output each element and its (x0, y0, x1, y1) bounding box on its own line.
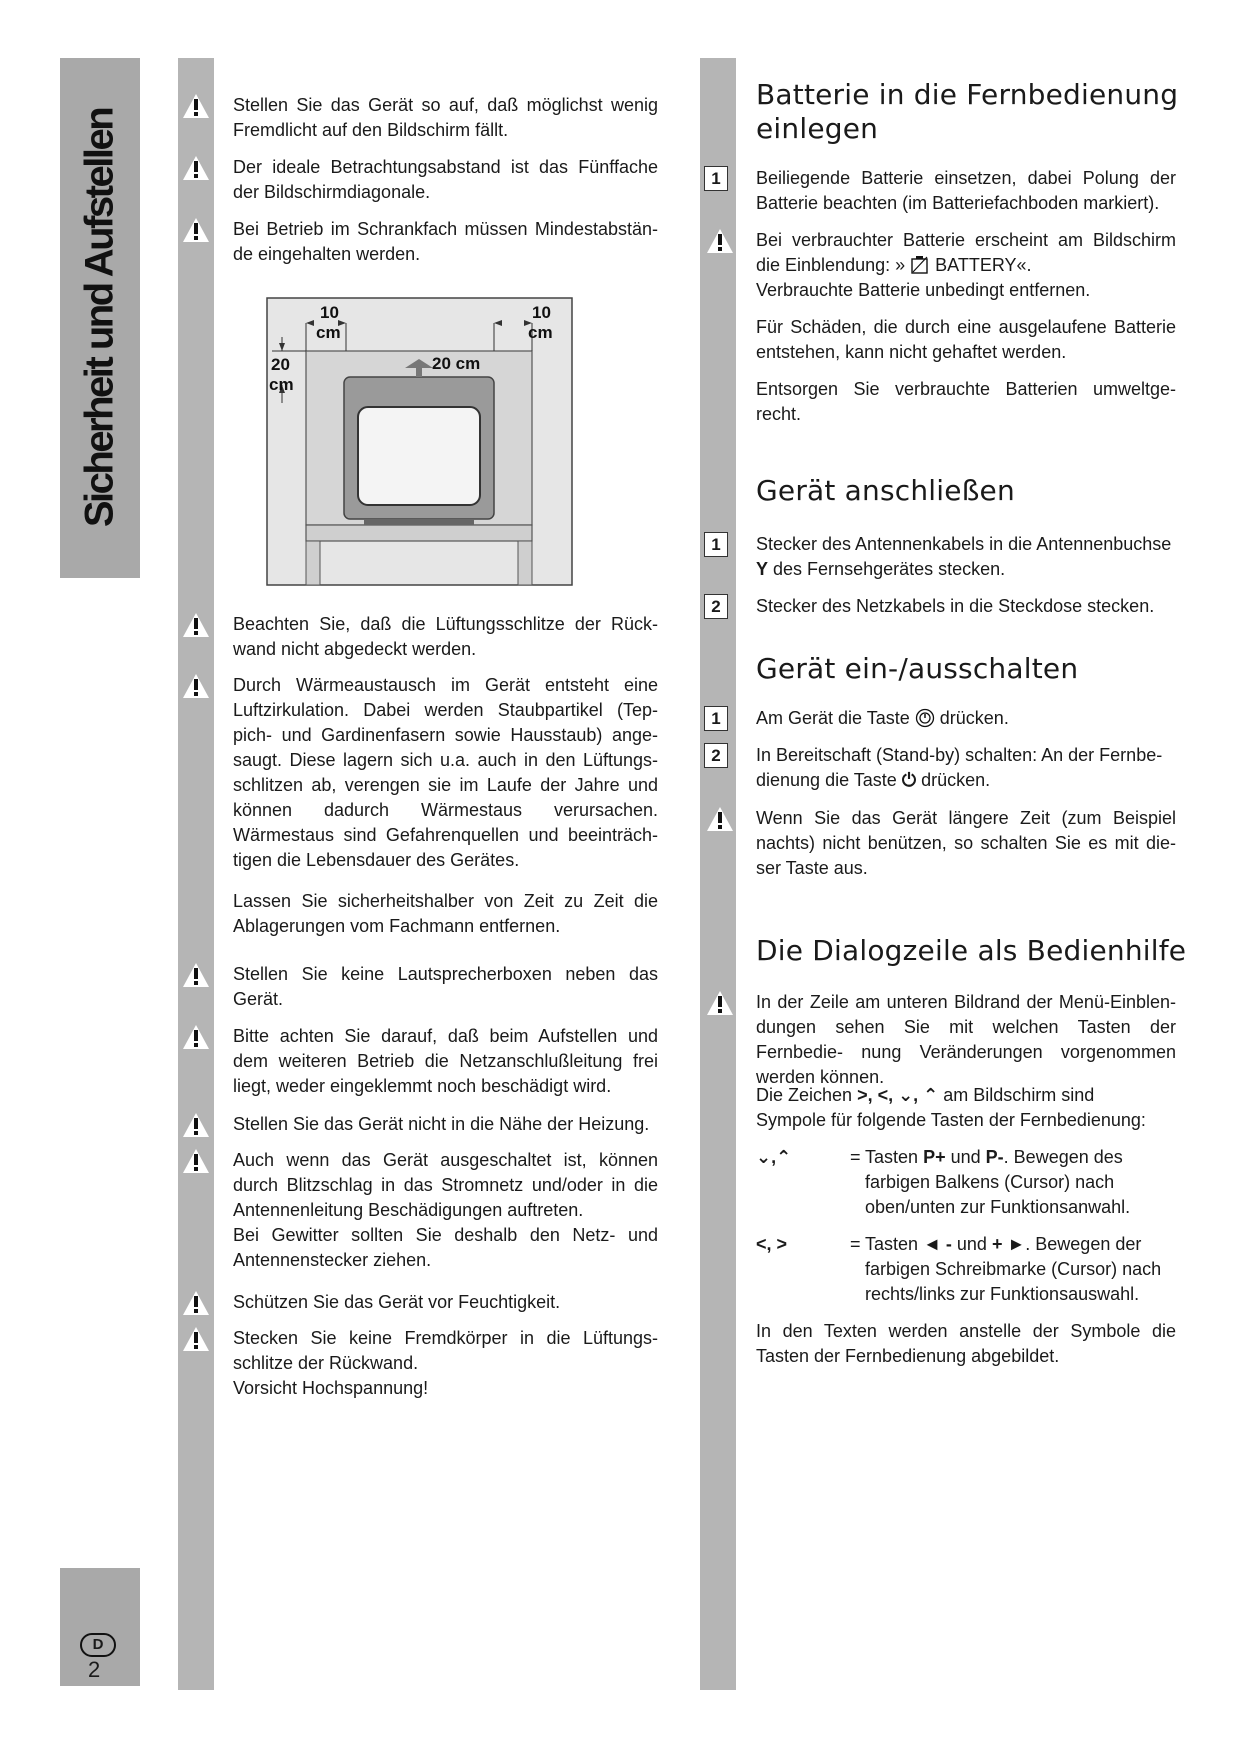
warning-text-part: BATTERY«. (935, 255, 1032, 275)
dimension-label: cm (316, 323, 341, 342)
tv-base (364, 519, 474, 525)
warning-icon (182, 673, 210, 699)
warning-text-part: Auch wenn das Gerät ausgeschaltet ist, können durch Blitzschlag in das Stromnetz und/oder in die Antennenleitung Beschädigungen auftreten. (233, 1150, 658, 1220)
step-text-part: dienung die Taste (756, 770, 897, 790)
warning-icon (182, 155, 210, 181)
warning-text (756, 228, 1176, 303)
step-number: 1 (704, 532, 728, 557)
step-number: 2 (704, 594, 728, 619)
warning-text: Bei Betrieb im Schrankfach müssen Mindestabstän- de eingehalten werden. (233, 219, 658, 264)
warning-icon (706, 806, 734, 832)
warning-icon (182, 962, 210, 988)
desc-text: oben/unten zur Funktionsanwahl. (865, 1197, 1131, 1217)
warning-text: Der ideale Betrachtungsabstand ist das Fünffache der Bildschirmdiagonale. (233, 157, 658, 202)
warning-text-part: Bei verbrauchter Batterie erscheint am Bildschirm die Einblendung: » (756, 230, 1176, 275)
warning-icon (706, 990, 734, 1016)
cabinet-leg (518, 541, 532, 585)
warning-icon (182, 1112, 210, 1138)
desc-text: Tasten (865, 1147, 919, 1167)
step-number: 2 (704, 743, 728, 768)
arrow-shaft (416, 368, 422, 377)
warning-text: Schützen Sie das Gerät vor Feuchtigkeit. (233, 1292, 561, 1312)
heading-line: Batterie in die Fernbedienung (756, 78, 1179, 111)
key-label: + ► (991, 1234, 1026, 1254)
step-text-part: des Fernsehgerätes stecken. (773, 559, 1006, 579)
side-title: Sicherheit und Aufstellen (77, 108, 122, 528)
warning-icon (182, 93, 210, 119)
warning-text: Bitte achten Sie darauf, daß beim Aufstellen und dem weiteren Betrieb die Netzanschlußleitung frei liegt, weder eingeklemmt noch beschädigt wird. (233, 1026, 658, 1096)
key-label: P- (985, 1147, 1004, 1167)
warning-text (233, 1148, 658, 1273)
left-warning-bar (178, 58, 214, 1690)
desc-text: und (950, 1147, 981, 1167)
step-number: 1 (704, 166, 728, 191)
key-description (865, 1145, 1176, 1220)
left-right-symbols-icon: <, > (756, 1234, 788, 1254)
note-text: Entsorgen Sie verbrauchte Batterien umweltge- recht. (756, 379, 1176, 424)
cabinet-clearance-diagram (266, 297, 574, 587)
desc-text: farbigen Balkens (Cursor) nach (865, 1172, 1115, 1192)
page-number: 2 (88, 1657, 101, 1682)
desc-text: und (956, 1234, 987, 1254)
antenna-socket-icon: Y (756, 559, 769, 579)
section-heading-battery (756, 78, 1178, 146)
dimension-label: cm (528, 323, 553, 342)
warning-text-part: Stecken Sie keine Fremdkörper in die Lüftungs- schlitze der Rückwand. (233, 1328, 658, 1373)
warning-text: Stellen Sie das Gerät so auf, daß möglichst wenig Fremdlicht auf den Bildschirm fällt. (233, 95, 658, 140)
intro-text: Die Zeichen (756, 1085, 853, 1105)
warning-icon (182, 612, 210, 638)
step-text (756, 706, 1176, 731)
note-text: Lassen Sie sicherheitshalber von Zeit zu Zeit die Ablagerungen vom Fachmann entfernen. (233, 891, 658, 936)
warning-text (233, 1326, 658, 1401)
warning-icon (182, 1024, 210, 1050)
tv-screen (358, 407, 480, 505)
power-button-icon (915, 708, 935, 728)
closing-text: In den Texten werden anstelle der Symbole die Tasten der Fernbedienung abgebildet. (756, 1321, 1176, 1366)
dimension-label: 10 (320, 303, 339, 322)
section-heading-connect: Gerät anschließen (756, 474, 1015, 507)
key-description (865, 1232, 1176, 1307)
dimension-label: cm (269, 375, 294, 394)
side-title-bar (60, 58, 140, 578)
step-text-part: drücken. (921, 770, 991, 790)
key-label: ◄ - (923, 1234, 952, 1254)
warning-text: In der Zeile am unteren Bildrand der Menü-Einblen- dungen sehen Sie mit welchen Tasten der Fernbedie- nung Veränderungen vorgenommen werden können. (756, 992, 1176, 1087)
warning-icon (182, 1326, 210, 1352)
warning-text: Wenn Sie das Gerät längere Zeit (zum Beispiel nachts) nicht benützen, so schalten Sie es mit die- ser Taste aus. (756, 808, 1176, 878)
heading-line: einlegen (756, 112, 879, 145)
warning-text: Beachten Sie, daß die Lüftungsschlitze der Rück- wand nicht abgedeckt werden. (233, 614, 658, 659)
section-heading-dialog: Die Dialogzeile als Bedienhilfe (756, 934, 1187, 967)
warning-text-part: Vorsicht Hochspannung! (233, 1378, 429, 1398)
dimension-label: 20 (271, 355, 290, 374)
step-text (756, 743, 1176, 793)
cabinet-shelf (306, 525, 532, 541)
dimension-label: 10 (532, 303, 551, 322)
navigation-symbols-icon: >, <, ⌄, ⌃ (857, 1085, 939, 1105)
symbols-intro (756, 1083, 1176, 1133)
warning-icon (706, 228, 734, 254)
intro-text: am Bildschirm sind (943, 1085, 1095, 1105)
step-text: Stecker des Netzkabels in die Steckdose stecken. (756, 596, 1155, 616)
language-badge: D (80, 1633, 116, 1657)
note-text: Für Schäden, die durch eine ausgelaufene Batterie entstehen, kann nicht gehaftet werden. (756, 317, 1176, 362)
step-text (756, 532, 1176, 582)
desc-text: farbigen Schreibmarke (Cursor) nach (865, 1259, 1162, 1279)
step-text-part: In Bereitschaft (Stand-by) schalten: An der Fernbe- (756, 745, 1163, 765)
warning-text-part: Verbrauchte Batterie unbedingt entfernen. (756, 280, 1091, 300)
step-text-part: drücken. (939, 708, 1009, 728)
dimension-label: 20 cm (432, 354, 481, 373)
key-label: P+ (923, 1147, 946, 1167)
desc-text: Tasten (865, 1234, 919, 1254)
step-text-part: Stecker des Antennenkabels in die Antennenbuchse (756, 534, 1172, 554)
warning-text-part: Bei Gewitter sollten Sie deshalb den Netz- und Antennenstecker ziehen. (233, 1225, 658, 1270)
desc-text: . Bewegen des (1003, 1147, 1123, 1167)
warning-icon (182, 1290, 210, 1316)
standby-icon: ⏻ (901, 770, 917, 790)
desc-text: rechts/links zur Funktionsauswahl. (865, 1284, 1140, 1304)
up-down-symbols-icon: ⌄,⌃ (756, 1147, 792, 1167)
step-text-part: Am Gerät die Taste (756, 708, 910, 728)
intro-text: Sympole für folgende Tasten der Fernbedienung: (756, 1110, 1146, 1130)
section-heading-power: Gerät ein-/ausschalten (756, 652, 1079, 685)
warning-text: Durch Wärmeaustausch im Gerät entsteht eine Luftzirkulation. Dabei werden Staubpartikel (Tep- pich- und Gardinenfasern sowie Hausstaub) ange- saugt. Diese lagern sich u.a. auch in den Lüftungs- schlitzen ab, verengen sie im Laufe der Jahre und können dadurch Wärmestaus verursachen. Wärmestaus sind Gefahrenquellen und beeinträch- tigen die Lebensdauer des Gerätes. (233, 675, 658, 870)
right-warning-bar (700, 58, 736, 1690)
cabinet-leg (306, 541, 320, 585)
step-text: Beiliegende Batterie einsetzen, dabei Polung der Batterie beachten (im Batteriefachboden markiert). (756, 168, 1176, 213)
desc-text: . Bewegen der (1025, 1234, 1142, 1254)
empty-battery-icon (910, 255, 930, 275)
warning-text: Stellen Sie keine Lautsprecherboxen neben das Gerät. (233, 964, 658, 1009)
equals-sign: = (850, 1147, 861, 1167)
warning-text: Stellen Sie das Gerät nicht in die Nähe der Heizung. (233, 1114, 650, 1134)
warning-icon (182, 217, 210, 243)
equals-sign: = (850, 1234, 861, 1254)
warning-icon (182, 1148, 210, 1174)
step-number: 1 (704, 706, 728, 731)
